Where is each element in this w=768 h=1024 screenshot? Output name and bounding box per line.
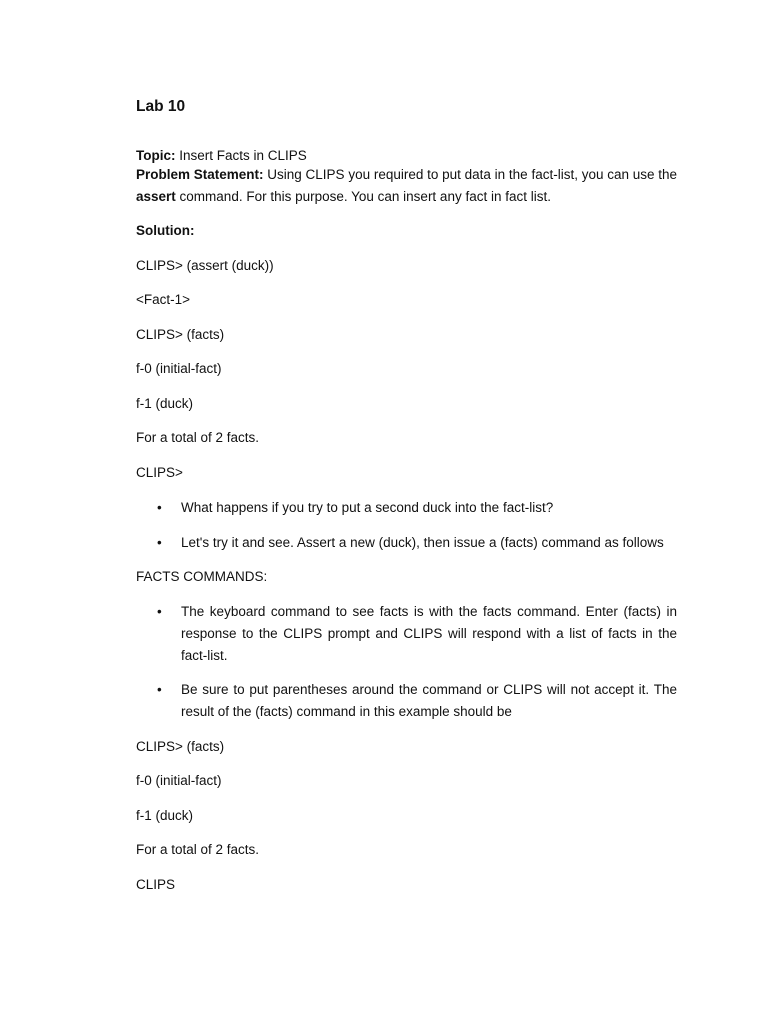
topic-line xyxy=(136,147,307,165)
solution-label: Solution: xyxy=(136,223,195,238)
problem-statement-label: Problem Statement: xyxy=(136,167,264,182)
code-line: For a total of 2 facts. xyxy=(136,842,260,857)
bullet-point: • xyxy=(157,604,162,619)
topic-label: Topic: xyxy=(136,148,176,163)
bullet-point: • xyxy=(157,682,162,697)
code-line: f-1 (duck) xyxy=(136,396,194,411)
code-line: For a total of 2 facts. xyxy=(136,430,260,445)
bullet-item xyxy=(157,497,677,519)
bullet-point: • xyxy=(157,500,162,515)
bullet-text: Let's try it and see. Assert a new (duck), then issue a (facts) command as follows xyxy=(181,535,664,550)
problem-statement-text-2: command. For this purpose. You can insert any fact in fact list. xyxy=(175,189,551,204)
bullet-text: What happens if you try to put a second duck into the fact-list? xyxy=(181,500,554,515)
bullet-item xyxy=(157,601,677,667)
assert-keyword: assert xyxy=(136,189,176,204)
code-line: f-1 (duck) xyxy=(136,808,194,823)
code-line: f-0 (initial-fact) xyxy=(136,361,222,376)
problem-statement-text-1: Using CLIPS you required to put data in the fact-list, you can use the xyxy=(263,167,678,182)
code-line: f-0 (initial-fact) xyxy=(136,773,222,788)
problem-statement xyxy=(136,164,677,208)
code-line: CLIPS> (assert (duck)) xyxy=(136,258,274,273)
code-line: CLIPS> (facts) xyxy=(136,739,225,754)
topic-text: Insert Facts in CLIPS xyxy=(175,148,307,163)
bullet-point: • xyxy=(157,535,162,550)
code-line: CLIPS> xyxy=(136,465,183,480)
bullet-text: The keyboard command to see facts is with the facts command. Enter (facts) in response to the CLIPS prompt and CLIPS will respond with a list of facts in the fact-list. xyxy=(181,604,677,663)
facts-commands-heading: FACTS COMMANDS: xyxy=(136,569,268,584)
code-line: CLIPS> (facts) xyxy=(136,327,225,342)
code-line: <Fact-1> xyxy=(136,292,191,307)
page-title: Lab 10 xyxy=(136,98,186,115)
code-line: CLIPS xyxy=(136,877,176,892)
bullet-item xyxy=(157,532,677,554)
bullet-text: Be sure to put parentheses around the command or CLIPS will not accept it. The result of the (facts) command in this example should be xyxy=(181,682,677,719)
bullet-item xyxy=(157,679,677,723)
